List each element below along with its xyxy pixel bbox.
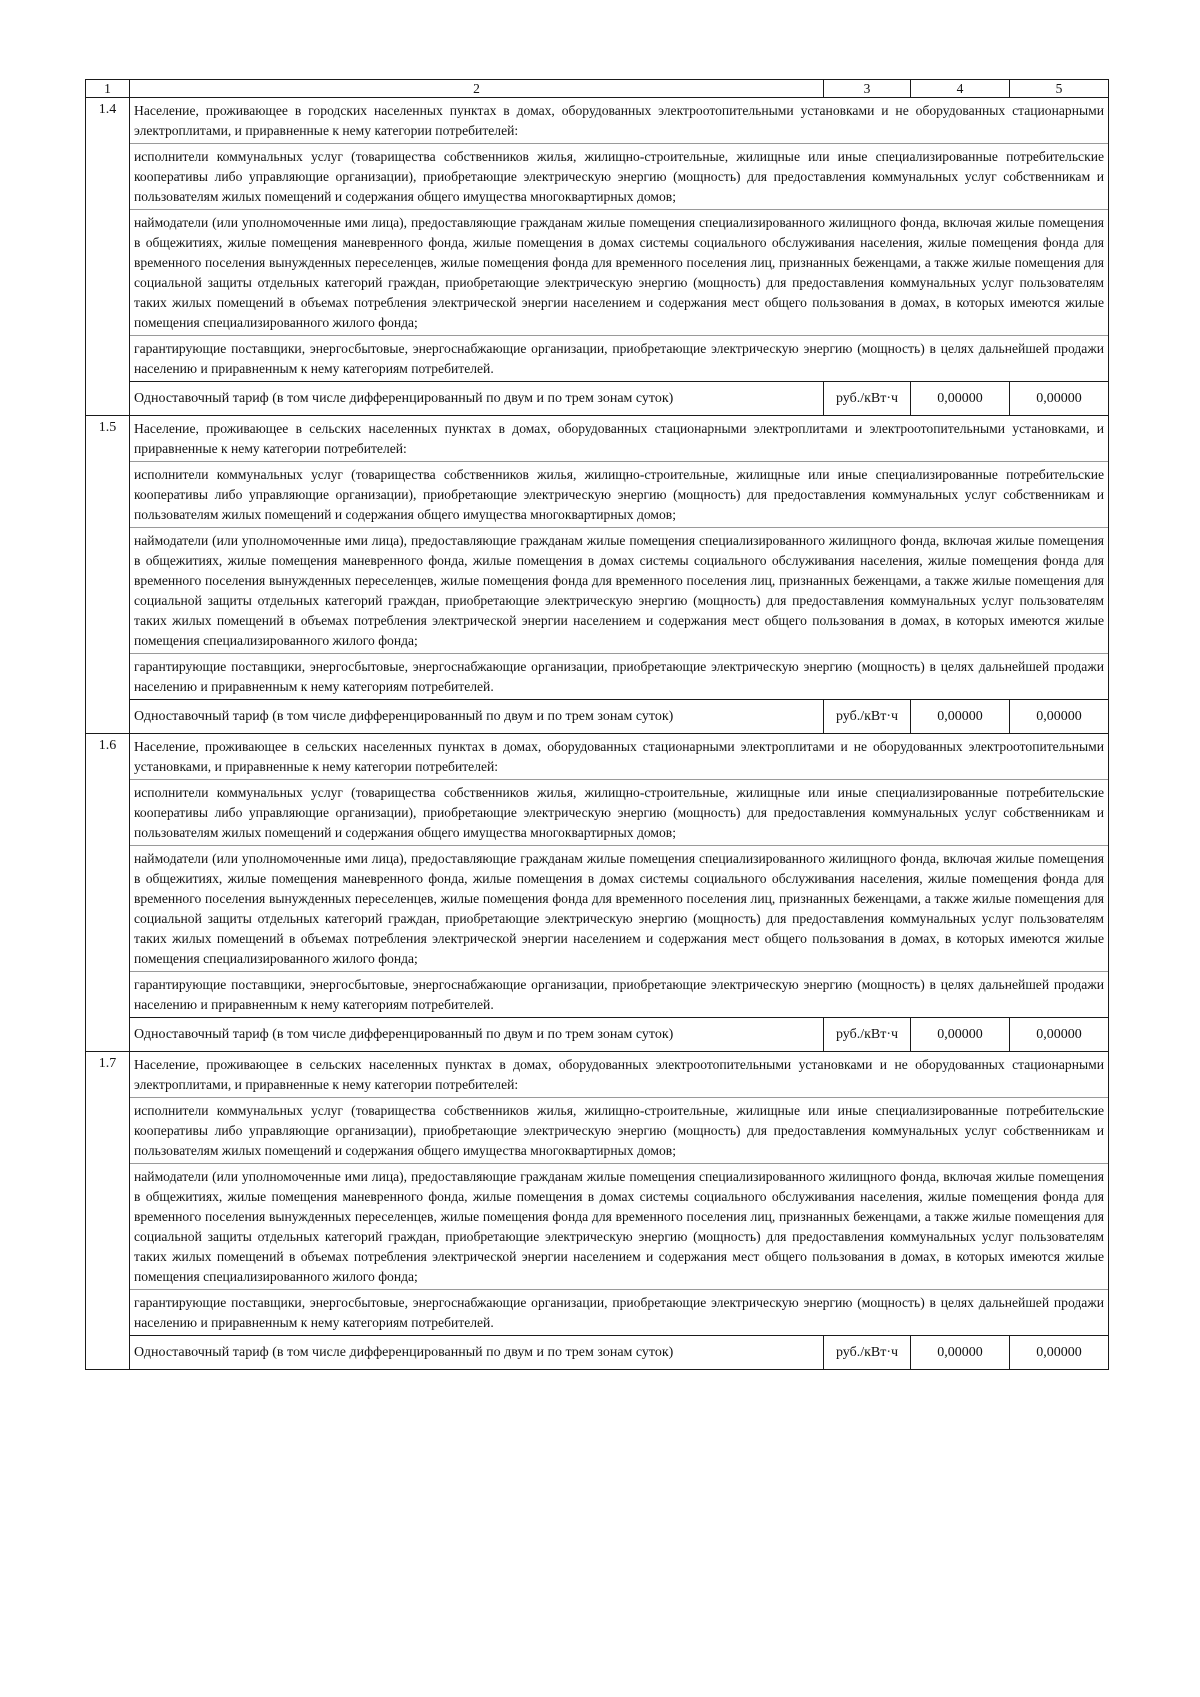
rate-value-col4: 0,00000 [911,700,1010,734]
section-1-4-rate-row [86,382,1109,416]
section-1-6-description-row [86,734,1109,1018]
section-description [130,734,1109,1018]
section-description [130,98,1109,382]
rate-label: Одноставочный тариф (в том числе дифференцированный по двум и по трем зонам суток) [130,700,824,734]
section-1-4-description-row [86,98,1109,382]
section-1-7-description-row [86,1052,1109,1336]
rate-value-col5: 0,00000 [1010,700,1109,734]
section-description [130,416,1109,700]
consumer-category-paragraph: Население, проживающее в сельских населенных пунктах в домах, оборудованных стационарными электроплитами и не оборудованных электроотопительными установками, и приравненные к нему категории потребителей: [134,739,1104,774]
column-number-1: 1 [86,80,130,98]
consumer-category-paragraph: исполнители коммунальных услуг (товарищества собственников жилья, жилищно-строительные, жилищные или иные специализированные потребительские кооперативы либо управляющие организации), приобретающие электрическую энергию (мощность) для предоставления коммунальных услуг собственникам и пользователям жилых помещений и содержания общего имущества многоквартирных домов; [130,1097,1108,1163]
column-number-3: 3 [824,80,911,98]
tariff-table [85,79,1109,1370]
section-number: 1.4 [86,98,130,416]
column-number-4: 4 [911,80,1010,98]
consumer-category-paragraph: исполнители коммунальных услуг (товарищества собственников жилья, жилищно-строительные, жилищные или иные специализированные потребительские кооперативы либо управляющие организации), приобретающие электрическую энергию (мощность) для предоставления коммунальных услуг собственникам и пользователям жилых помещений и содержания общего имущества многоквартирных домов; [130,461,1108,527]
section-1-5-description-row [86,416,1109,700]
consumer-category-paragraph: наймодатели (или уполномоченные ими лица), предоставляющие гражданам жилые помещения специализированного жилищного фонда, включая жилые помещения в общежитиях, жилые помещения маневренного фонда, жилые помещения в домах системы социального обслуживания населения, жилые помещения фонда для временного поселения вынужденных переселенцев, жилые помещения фонда для временного поселения лиц, признанных беженцами, а также жилые помещения для социальной защиты отдельных категорий граждан, приобретающие электрическую энергию (мощность) для предоставления коммунальных услуг пользователям таких жилых помещений в объемах потребления электрической энергии населением и содержания мест общего пользования в домах, в которых имеются жилые помещения специализированного жилого фонда; [130,527,1108,653]
rate-unit: руб./кВт·ч [824,382,911,416]
column-number-row [86,80,1109,98]
consumer-category-paragraph: наймодатели (или уполномоченные ими лица), предоставляющие гражданам жилые помещения специализированного жилищного фонда, включая жилые помещения в общежитиях, жилые помещения маневренного фонда, жилые помещения в домах системы социального обслуживания населения, жилые помещения фонда для временного поселения вынужденных переселенцев, жилые помещения фонда для временного поселения лиц, признанных беженцами, а также жилые помещения для социальной защиты отдельных категорий граждан, приобретающие электрическую энергию (мощность) для предоставления коммунальных услуг пользователям таких жилых помещений в объемах потребления электрической энергии населением и содержания мест общего пользования в домах, в которых имеются жилые помещения специализированного жилого фонда; [130,1163,1108,1289]
consumer-category-paragraph: гарантирующие поставщики, энергосбытовые, энергоснабжающие организации, приобретающие электрическую энергию (мощность) в целях дальнейшей продажи населению и приравненным к нему категориям потребителей. [130,653,1108,699]
column-number-2: 2 [130,80,824,98]
tariff-document [85,79,1108,1370]
section-1-6-rate-row [86,1018,1109,1052]
consumer-category-paragraph: наймодатели (или уполномоченные ими лица), предоставляющие гражданам жилые помещения специализированного жилищного фонда, включая жилые помещения в общежитиях, жилые помещения маневренного фонда, жилые помещения в домах системы социального обслуживания населения, жилые помещения фонда для временного поселения вынужденных переселенцев, жилые помещения фонда для временного поселения лиц, признанных беженцами, а также жилые помещения для социальной защиты отдельных категорий граждан, приобретающие электрическую энергию (мощность) для предоставления коммунальных услуг пользователям таких жилых помещений в объемах потребления электрической энергии населением и содержания мест общего пользования в домах, в которых имеются жилые помещения специализированного жилого фонда; [130,845,1108,971]
consumer-category-paragraph: исполнители коммунальных услуг (товарищества собственников жилья, жилищно-строительные, жилищные или иные специализированные потребительские кооперативы либо управляющие организации), приобретающие электрическую энергию (мощность) для предоставления коммунальных услуг собственникам и пользователям жилых помещений и содержания общего имущества многоквартирных домов; [130,143,1108,209]
section-1-5-rate-row [86,700,1109,734]
consumer-category-paragraph: исполнители коммунальных услуг (товарищества собственников жилья, жилищно-строительные, жилищные или иные специализированные потребительские кооперативы либо управляющие организации), приобретающие электрическую энергию (мощность) для предоставления коммунальных услуг собственникам и пользователям жилых помещений и содержания общего имущества многоквартирных домов; [130,779,1108,845]
rate-value-col5: 0,00000 [1010,1018,1109,1052]
rate-value-col4: 0,00000 [911,382,1010,416]
section-number: 1.5 [86,416,130,734]
rate-value-col5: 0,00000 [1010,1336,1109,1370]
section-description [130,1052,1109,1336]
rate-label: Одноставочный тариф (в том числе дифференцированный по двум и по трем зонам суток) [130,382,824,416]
consumer-category-paragraph: наймодатели (или уполномоченные ими лица), предоставляющие гражданам жилые помещения специализированного жилищного фонда, включая жилые помещения в общежитиях, жилые помещения маневренного фонда, жилые помещения в домах системы социального обслуживания населения, жилые помещения фонда для временного поселения вынужденных переселенцев, жилые помещения фонда для временного поселения лиц, признанных беженцами, а также жилые помещения для социальной защиты отдельных категорий граждан, приобретающие электрическую энергию (мощность) для предоставления коммунальных услуг пользователям таких жилых помещений в объемах потребления электрической энергии населением и содержания мест общего пользования в домах, в которых имеются жилые помещения специализированного жилого фонда; [130,209,1108,335]
rate-value-col4: 0,00000 [911,1018,1010,1052]
section-number: 1.7 [86,1052,130,1370]
consumer-category-paragraph: Население, проживающее в сельских населенных пунктах в домах, оборудованных электроотопительными установками и не оборудованных стационарными электроплитами, и приравненные к нему категории потребителей: [134,1057,1104,1092]
rate-value-col4: 0,00000 [911,1336,1010,1370]
rate-unit: руб./кВт·ч [824,700,911,734]
section-1-7-rate-row [86,1336,1109,1370]
consumer-category-paragraph: гарантирующие поставщики, энергосбытовые, энергоснабжающие организации, приобретающие электрическую энергию (мощность) в целях дальнейшей продажи населению и приравненным к нему категориям потребителей. [130,971,1108,1017]
rate-value-col5: 0,00000 [1010,382,1109,416]
rate-unit: руб./кВт·ч [824,1018,911,1052]
consumer-category-paragraph: Население, проживающее в сельских населенных пунктах в домах, оборудованных стационарными электроплитами и электроотопительными установками, и приравненные к нему категории потребителей: [134,421,1104,456]
rate-label: Одноставочный тариф (в том числе дифференцированный по двум и по трем зонам суток) [130,1336,824,1370]
section-number: 1.6 [86,734,130,1052]
consumer-category-paragraph: гарантирующие поставщики, энергосбытовые, энергоснабжающие организации, приобретающие электрическую энергию (мощность) в целях дальнейшей продажи населению и приравненным к нему категориям потребителей. [130,1289,1108,1335]
consumer-category-paragraph: Население, проживающее в городских населенных пунктах в домах, оборудованных электроотопительными установками и не оборудованных стационарными электроплитами, и приравненные к нему категории потребителей: [134,103,1104,138]
consumer-category-paragraph: гарантирующие поставщики, энергосбытовые, энергоснабжающие организации, приобретающие электрическую энергию (мощность) в целях дальнейшей продажи населению и приравненным к нему категориям потребителей. [130,335,1108,381]
rate-unit: руб./кВт·ч [824,1336,911,1370]
column-number-5: 5 [1010,80,1109,98]
rate-label: Одноставочный тариф (в том числе дифференцированный по двум и по трем зонам суток) [130,1018,824,1052]
